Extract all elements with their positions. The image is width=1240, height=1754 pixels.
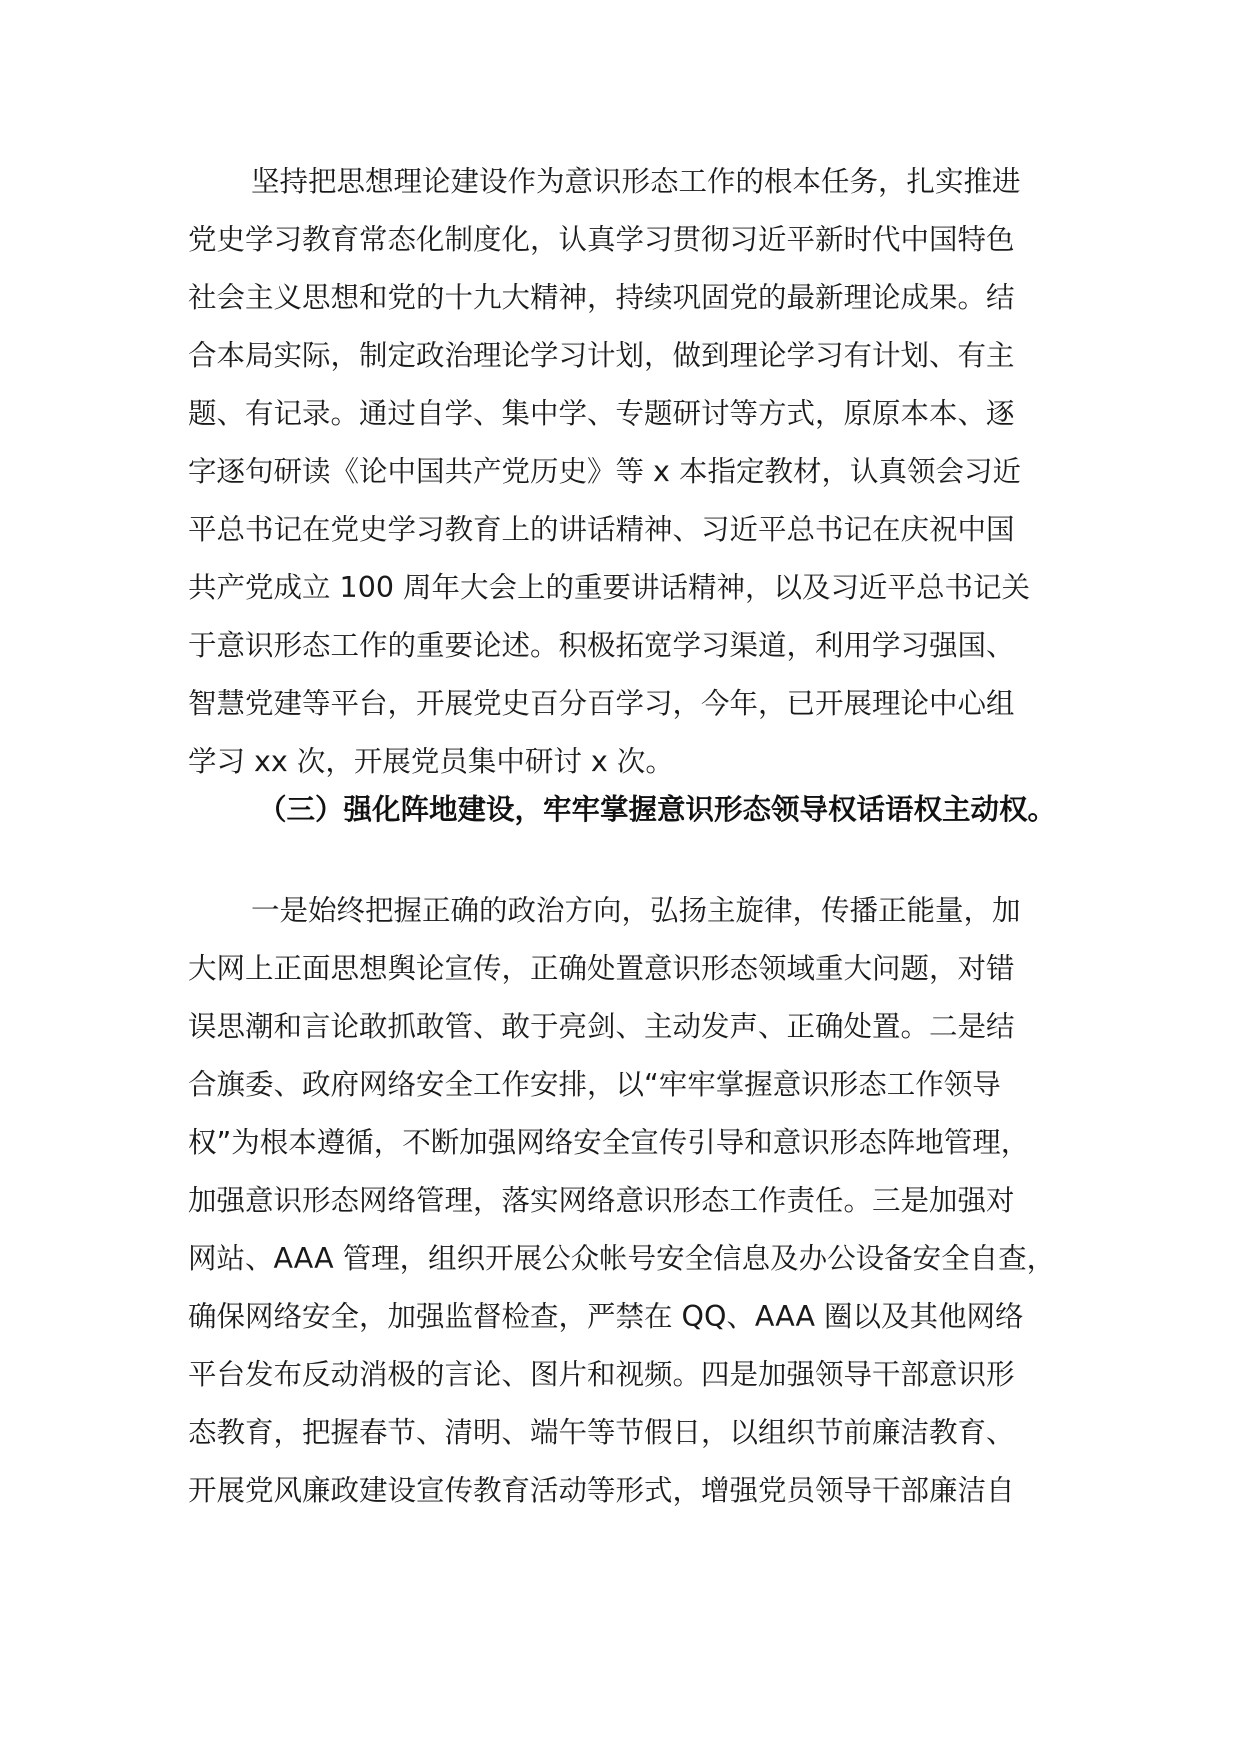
text-line: 于意识形态工作的重要论述。积极拓宽学习渠道，利用学习强国、 <box>188 629 1015 662</box>
text-line: 加强意识形态网络管理，落实网络意识形态工作责任。三是加强对 <box>188 1184 1015 1217</box>
text-line: 大网上正面思想舆论宣传，正确处置意识形态领域重大问题，对错 <box>188 952 1015 985</box>
text-line: 合旗委、政府网络安全工作安排，以“牢牢掌握意识形态工作领导 <box>188 1068 1001 1101</box>
text-line: 网站、AAA 管理，组织开展公众帐号安全信息及办公设备安全自查， <box>188 1242 1056 1275</box>
section-heading: （三）强化阵地建设，牢牢掌握意识形态领导权话语权主动权。 <box>258 793 1057 826</box>
text-line: 字逐句研读《论中国共产党历史》等 x 本指定教材，认真领会习近 <box>188 455 1021 488</box>
text-line: 权”为根本遵循，不断加强网络安全宣传引导和意识形态阵地管理， <box>188 1126 1030 1159</box>
paragraph-ideology-theory <box>188 153 1068 791</box>
text-line: 开展党风廉政建设宣传教育活动等形式，增强党员领导干部廉洁自 <box>188 1474 1015 1507</box>
text-line: 态教育，把握春节、清明、端午等节假日，以组织节前廉洁教育、 <box>188 1416 1015 1449</box>
text-line: 智慧党建等平台，开展党史百分百学习，今年，已开展理论中心组 <box>188 687 1015 720</box>
text-line: 一是始终把握正确的政治方向，弘扬主旋律，传播正能量，加 <box>251 894 1021 927</box>
text-line: 题、有记录。通过自学、集中学、专题研讨等方式，原原本本、逐 <box>188 397 1015 430</box>
text-line: 坚持把思想理论建设作为意识形态工作的根本任务，扎实推进 <box>251 165 1021 198</box>
text-line: 平总书记在党史学习教育上的讲话精神、习近平总书记在庆祝中国 <box>188 513 1015 546</box>
paragraph-position-building <box>188 882 1068 1520</box>
text-line: 党史学习教育常态化制度化，认真学习贯彻习近平新时代中国特色 <box>188 223 1015 256</box>
text-line: 社会主义思想和党的十九大精神，持续巩固党的最新理论成果。结 <box>188 281 1015 314</box>
text-line: 确保网络安全，加强监督检查，严禁在 QQ、AAA 圈以及其他网络 <box>188 1300 1024 1333</box>
text-line: 误思潮和言论敢抓敢管、敢于亮剑、主动发声、正确处置。二是结 <box>188 1010 1015 1043</box>
text-line: 学习 xx 次，开展党员集中研讨 x 次。 <box>188 745 674 778</box>
text-line: 共产党成立 100 周年大会上的重要讲话精神，以及习近平总书记关 <box>188 571 1031 604</box>
text-line: 合本局实际，制定政治理论学习计划，做到理论学习有计划、有主 <box>188 339 1015 372</box>
text-line: 平台发布反动消极的言论、图片和视频。四是加强领导干部意识形 <box>188 1358 1015 1391</box>
